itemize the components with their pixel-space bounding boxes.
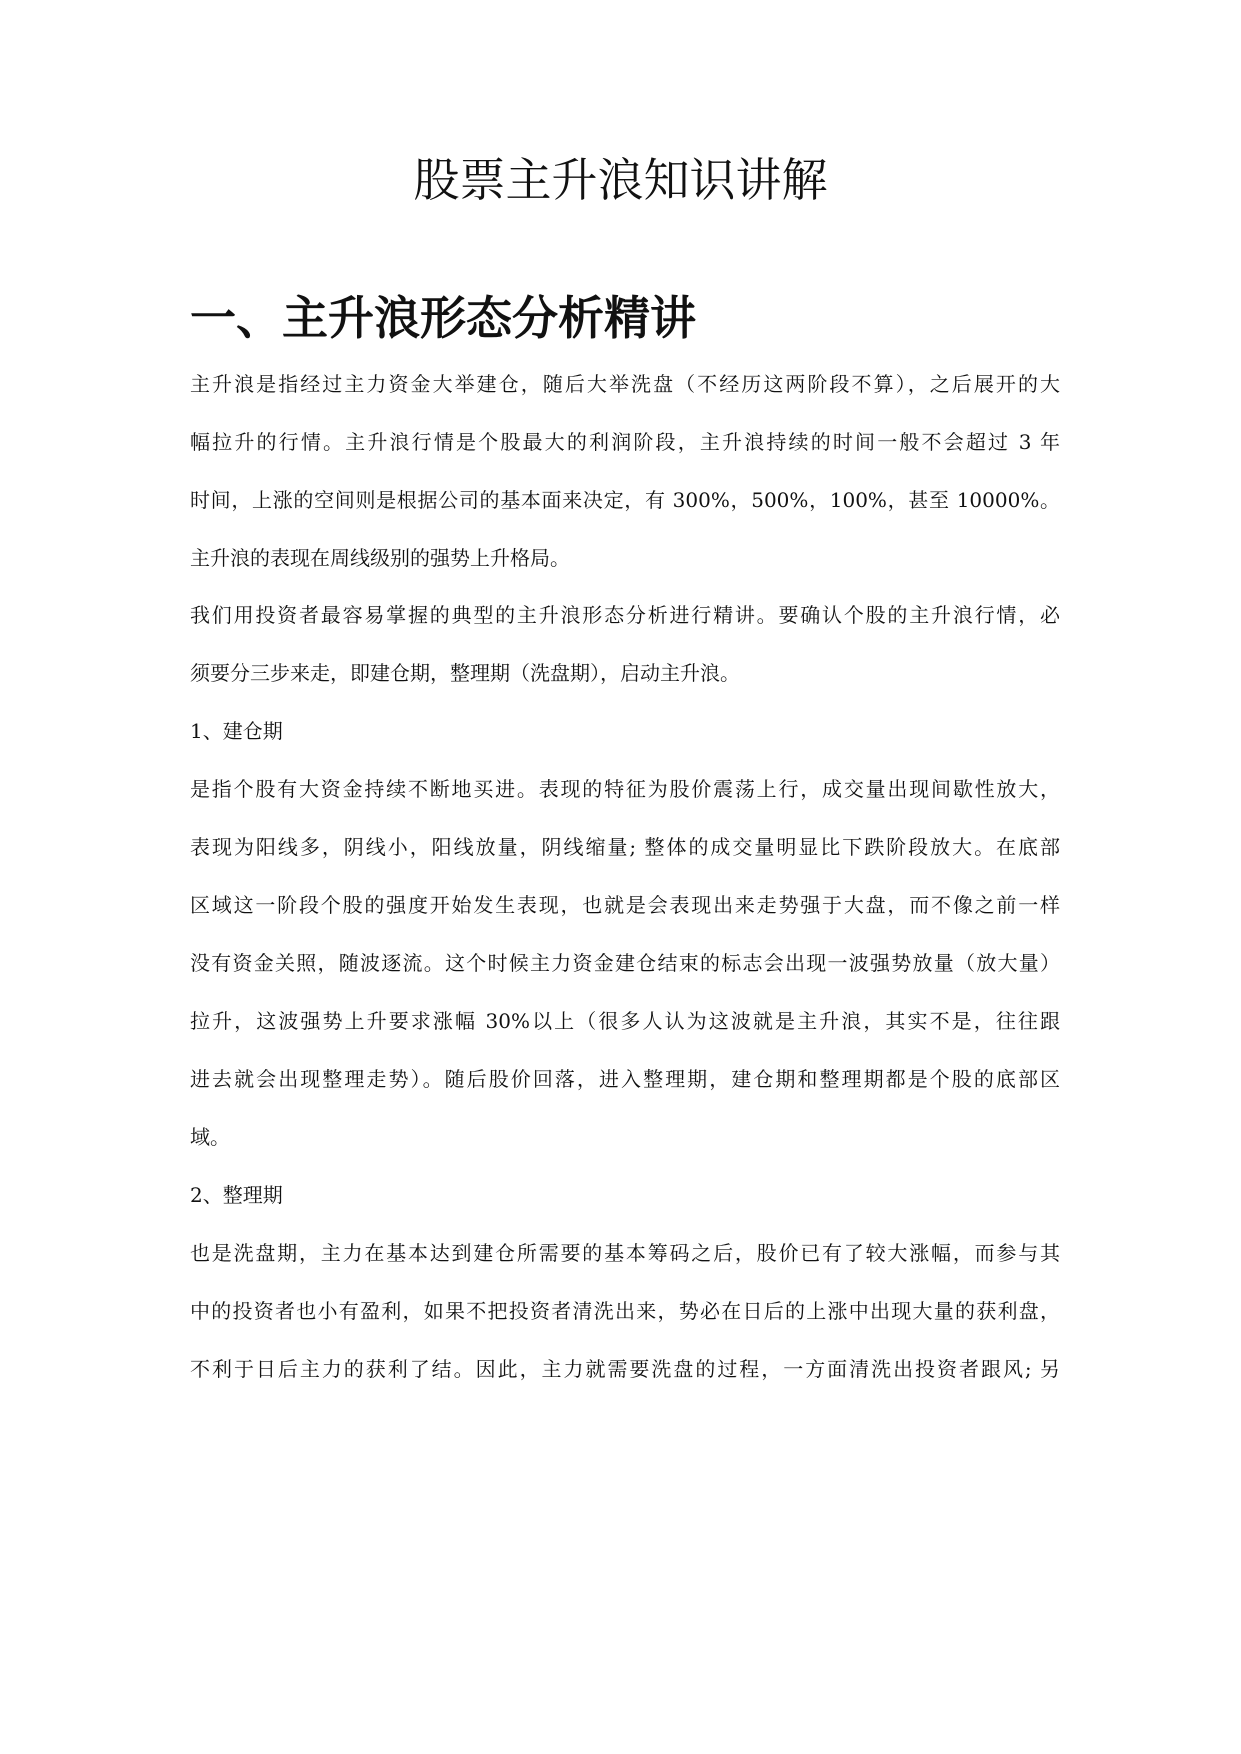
paragraph-line: 主升浪的表现在周线级别的强势上升格局。	[190, 546, 570, 570]
paragraph-line: 不利于日后主力的获利了结。因此，主力就需要洗盘的过程，一方面清洗出投资者跟风; 另	[190, 1357, 1060, 1381]
paragraph-line: 幅拉升的行情。主升浪行情是个股最大的利润阶段，主升浪持续的时间一般不会超过 3 年	[190, 430, 1060, 454]
paragraph-line: 中的投资者也小有盈利，如果不把投资者清洗出来，势必在日后的上涨中出现大量的获利盘，	[190, 1299, 1060, 1323]
section-heading: 一、主升浪形态分析精讲	[190, 291, 696, 345]
paragraph-line: 主升浪是指经过主力资金大举建仓，随后大举洗盘（不经历这两阶段不算），之后展开的大	[190, 372, 1060, 396]
paragraph-line: 进去就会出现整理走势）。随后股价回落，进入整理期，建仓期和整理期都是个股的底部区	[190, 1067, 1060, 1091]
paragraph-line: 拉升，这波强势上升要求涨幅 30%以上（很多人认为这波就是主升浪，其实不是，往往跟	[190, 1009, 1060, 1033]
paragraph-line: 表现为阳线多，阴线小，阳线放量，阴线缩量; 整体的成交量明显比下跌阶段放大。在底部	[190, 835, 1060, 859]
paragraph-line: 域。	[190, 1125, 230, 1149]
paragraph-line: 我们用投资者最容易掌握的典型的主升浪形态分析进行精讲。要确认个股的主升浪行情，必	[190, 603, 1060, 627]
paragraph-line: 时间，上涨的空间则是根据公司的基本面来决定，有 300%，500%，100%，甚至 10000%。	[190, 488, 1060, 512]
paragraph-line: 也是洗盘期，主力在基本达到建仓所需要的基本筹码之后，股价已有了较大涨幅，而参与其	[190, 1241, 1060, 1265]
subsection-heading: 1、建仓期	[190, 719, 283, 743]
paragraph-line: 区域这一阶段个股的强度开始发生表现，也就是会表现出来走势强于大盘，而不像之前一样	[190, 893, 1060, 917]
subsection-heading: 2、整理期	[190, 1183, 283, 1207]
paragraph-line: 是指个股有大资金持续不断地买进。表现的特征为股价震荡上行，成交量出现间歇性放大，	[190, 777, 1060, 801]
paragraph-line: 须要分三步来走，即建仓期，整理期（洗盘期），启动主升浪。	[190, 661, 740, 685]
document-title: 股票主升浪知识讲解	[413, 153, 828, 207]
paragraph-line: 没有资金关照，随波逐流。这个时候主力资金建仓结束的标志会出现一波强势放量（放大量）	[190, 951, 1060, 975]
